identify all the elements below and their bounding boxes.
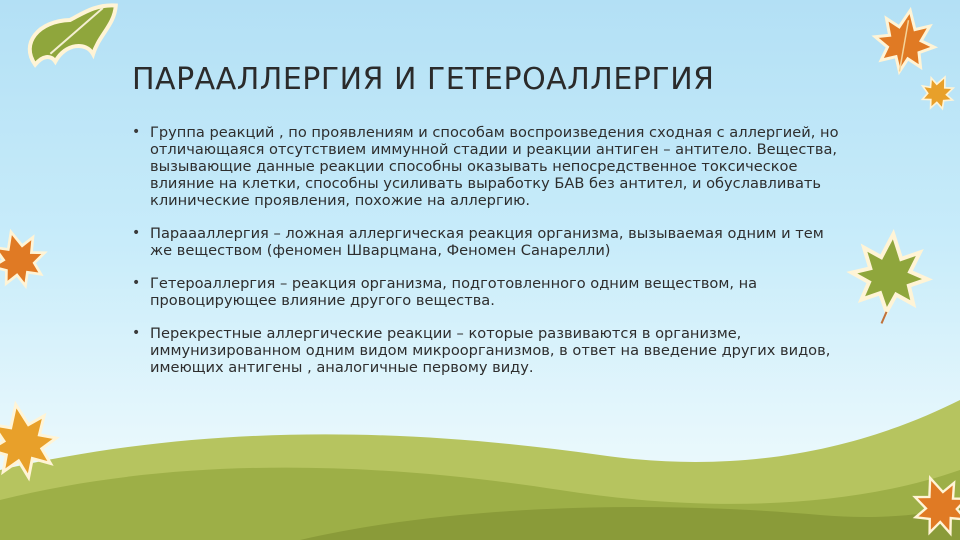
bullet-item — [130, 275, 850, 309]
maple-leaf-icon — [916, 70, 960, 115]
bullet-list — [130, 124, 850, 392]
orange-leaf-icon — [0, 225, 52, 293]
bullet-icon: • — [132, 225, 141, 241]
green-leaf-icon — [848, 231, 932, 327]
bullet-icon: • — [132, 325, 141, 341]
bullet-icon: • — [132, 124, 141, 140]
bullet-icon: • — [132, 275, 141, 291]
green-leaf-icon — [23, 1, 129, 75]
slide-title: ПАРААЛЛЕРГИЯ И ГЕТЕРОАЛЛЕРГИЯ — [132, 62, 715, 97]
bullet-text: Группа реакций , по проявлениям и способам воспроизведения сходная с аллергией, но отличающаяся отсутствием иммунной стадии и реакции антиген – антитело. Вещества, вызывающие данные реакции способны оказывать непосредственное токсическое влияние на клетки, способны усиливать выработку БАВ без антител, и обуславливать клинические проявления, похожие на аллергию. — [150, 124, 839, 209]
bullet-item — [130, 124, 850, 209]
bullet-item — [130, 225, 850, 259]
bullet-text: Перекрестные аллергические реакции – которые развиваются в организме, иммунизированном одним видом микроорганизмов, в ответ на введение других видов, имеющих антигены , аналогичные первому виду. — [150, 325, 831, 376]
bullet-item — [130, 325, 850, 376]
bullet-text: Гетероаллергия – реакция организма, подготовленного одним веществом, на провоцирующее влияние другого вещества. — [150, 275, 758, 309]
bullet-text: Параааллергия – ложная аллергическая реакция организма, вызываемая одним и тем же веществом (феномен Шварцмана, Феномен Санарелли) — [150, 225, 824, 259]
